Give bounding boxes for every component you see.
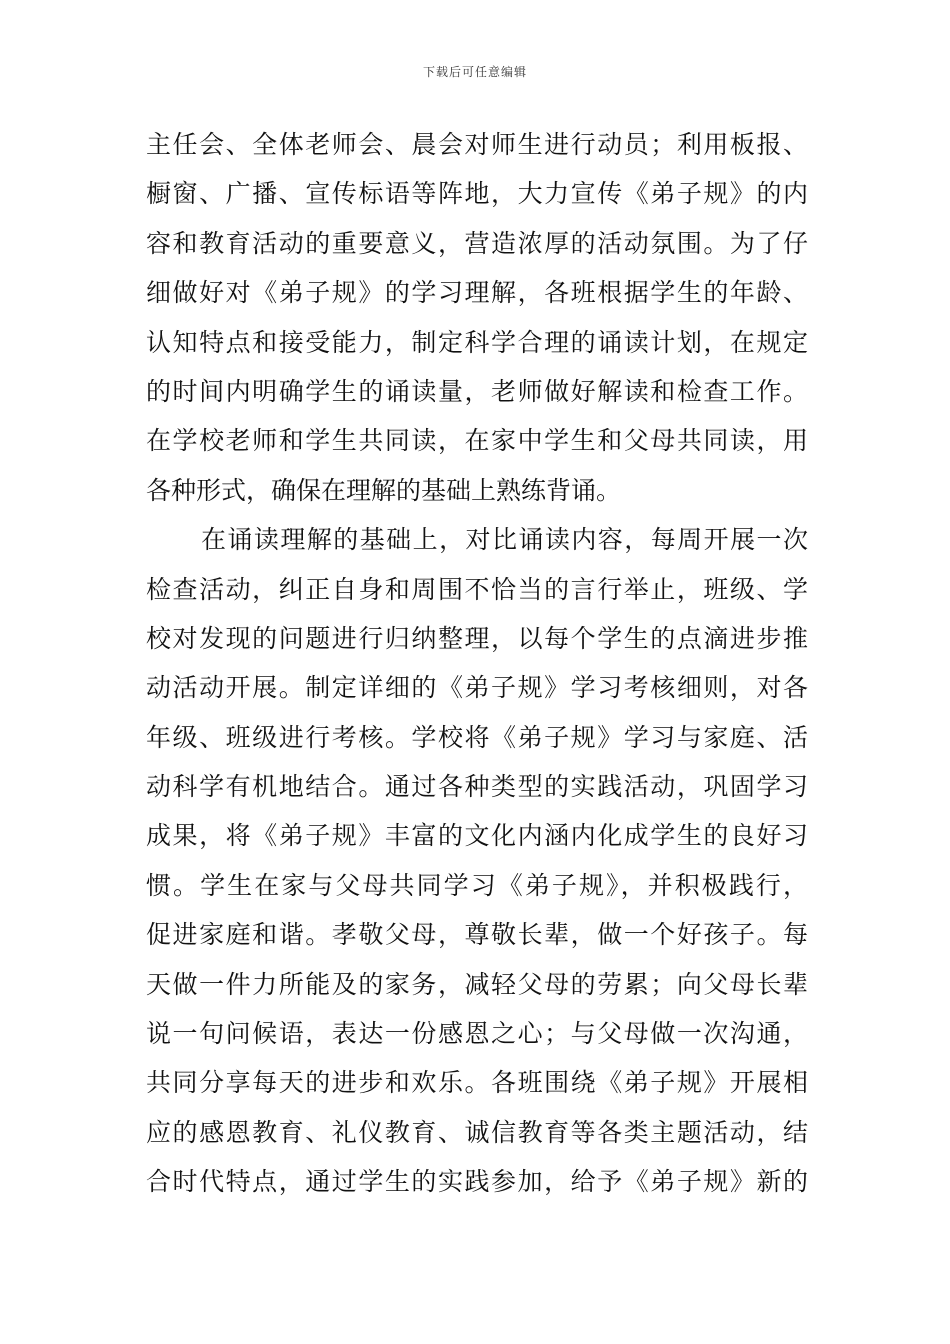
body-text-line: 校对发现的问题进行归纳整理，以每个学生的点滴进步推 bbox=[146, 623, 808, 653]
body-text-line: 细做好对《弟子规》的学习理解，各班根据学生的年龄、 bbox=[146, 278, 808, 308]
body-text-line: 天做一件力所能及的家务，减轻父母的劳累；向父母长辈 bbox=[146, 969, 808, 999]
body-text-line: 橱窗、广播、宣传标语等阵地，大力宣传《弟子规》的内 bbox=[146, 179, 808, 209]
body-text-line: 促进家庭和谐。孝敬父母，尊敬长辈，做一个好孩子。每 bbox=[146, 920, 808, 950]
body-text-line: 动科学有机地结合。通过各种类型的实践活动，巩固学习 bbox=[146, 772, 808, 802]
body-text-line: 共同分享每天的进步和欢乐。各班围绕《弟子规》开展相 bbox=[146, 1068, 808, 1098]
body-text-line: 应的感恩教育、礼仪教育、诚信教育等各类主题活动，结 bbox=[146, 1117, 808, 1147]
page-header: 下载后可任意编辑 bbox=[422, 65, 527, 79]
body-text-line: 各种形式，确保在理解的基础上熟练背诵。 bbox=[146, 475, 622, 505]
body-text-line: 惯。学生在家与父母共同学习《弟子规》，并积极践行， bbox=[146, 870, 808, 900]
body-text-line: 在诵读理解的基础上，对比诵读内容，每周开展一次 bbox=[201, 525, 808, 555]
body-text-line: 年级、班级进行考核。学校将《弟子规》学习与家庭、活 bbox=[146, 722, 808, 752]
body-text-line: 主任会、全体老师会、晨会对师生进行动员；利用板报、 bbox=[146, 130, 808, 159]
body-text-line: 检查活动，纠正自身和周围不恰当的言行举止，班级、学 bbox=[146, 574, 808, 604]
body-text-line: 认知特点和接受能力，制定科学合理的诵读计划，在规定 bbox=[146, 327, 808, 357]
body-text-line: 合时代特点，通过学生的实践参加，给予《弟子规》新的 bbox=[146, 1167, 808, 1197]
body-text-line: 的时间内明确学生的诵读量，老师做好解读和检查工作。 bbox=[146, 376, 808, 406]
body-text-line: 成果，将《弟子规》丰富的文化内涵内化成学生的良好习 bbox=[146, 821, 808, 851]
body-text-line: 在学校老师和学生共同读，在家中学生和父母共同读，用 bbox=[146, 426, 808, 456]
body-text-line: 动活动开展。制定详细的《弟子规》学习考核细则，对各 bbox=[146, 673, 808, 703]
body-text-line: 容和教育活动的重要意义，营造浓厚的活动氛围。为了仔 bbox=[146, 228, 808, 258]
body-text-line: 说一句问候语，表达一份感恩之心；与父母做一次沟通， bbox=[146, 1019, 808, 1049]
document-body bbox=[146, 120, 808, 1207]
